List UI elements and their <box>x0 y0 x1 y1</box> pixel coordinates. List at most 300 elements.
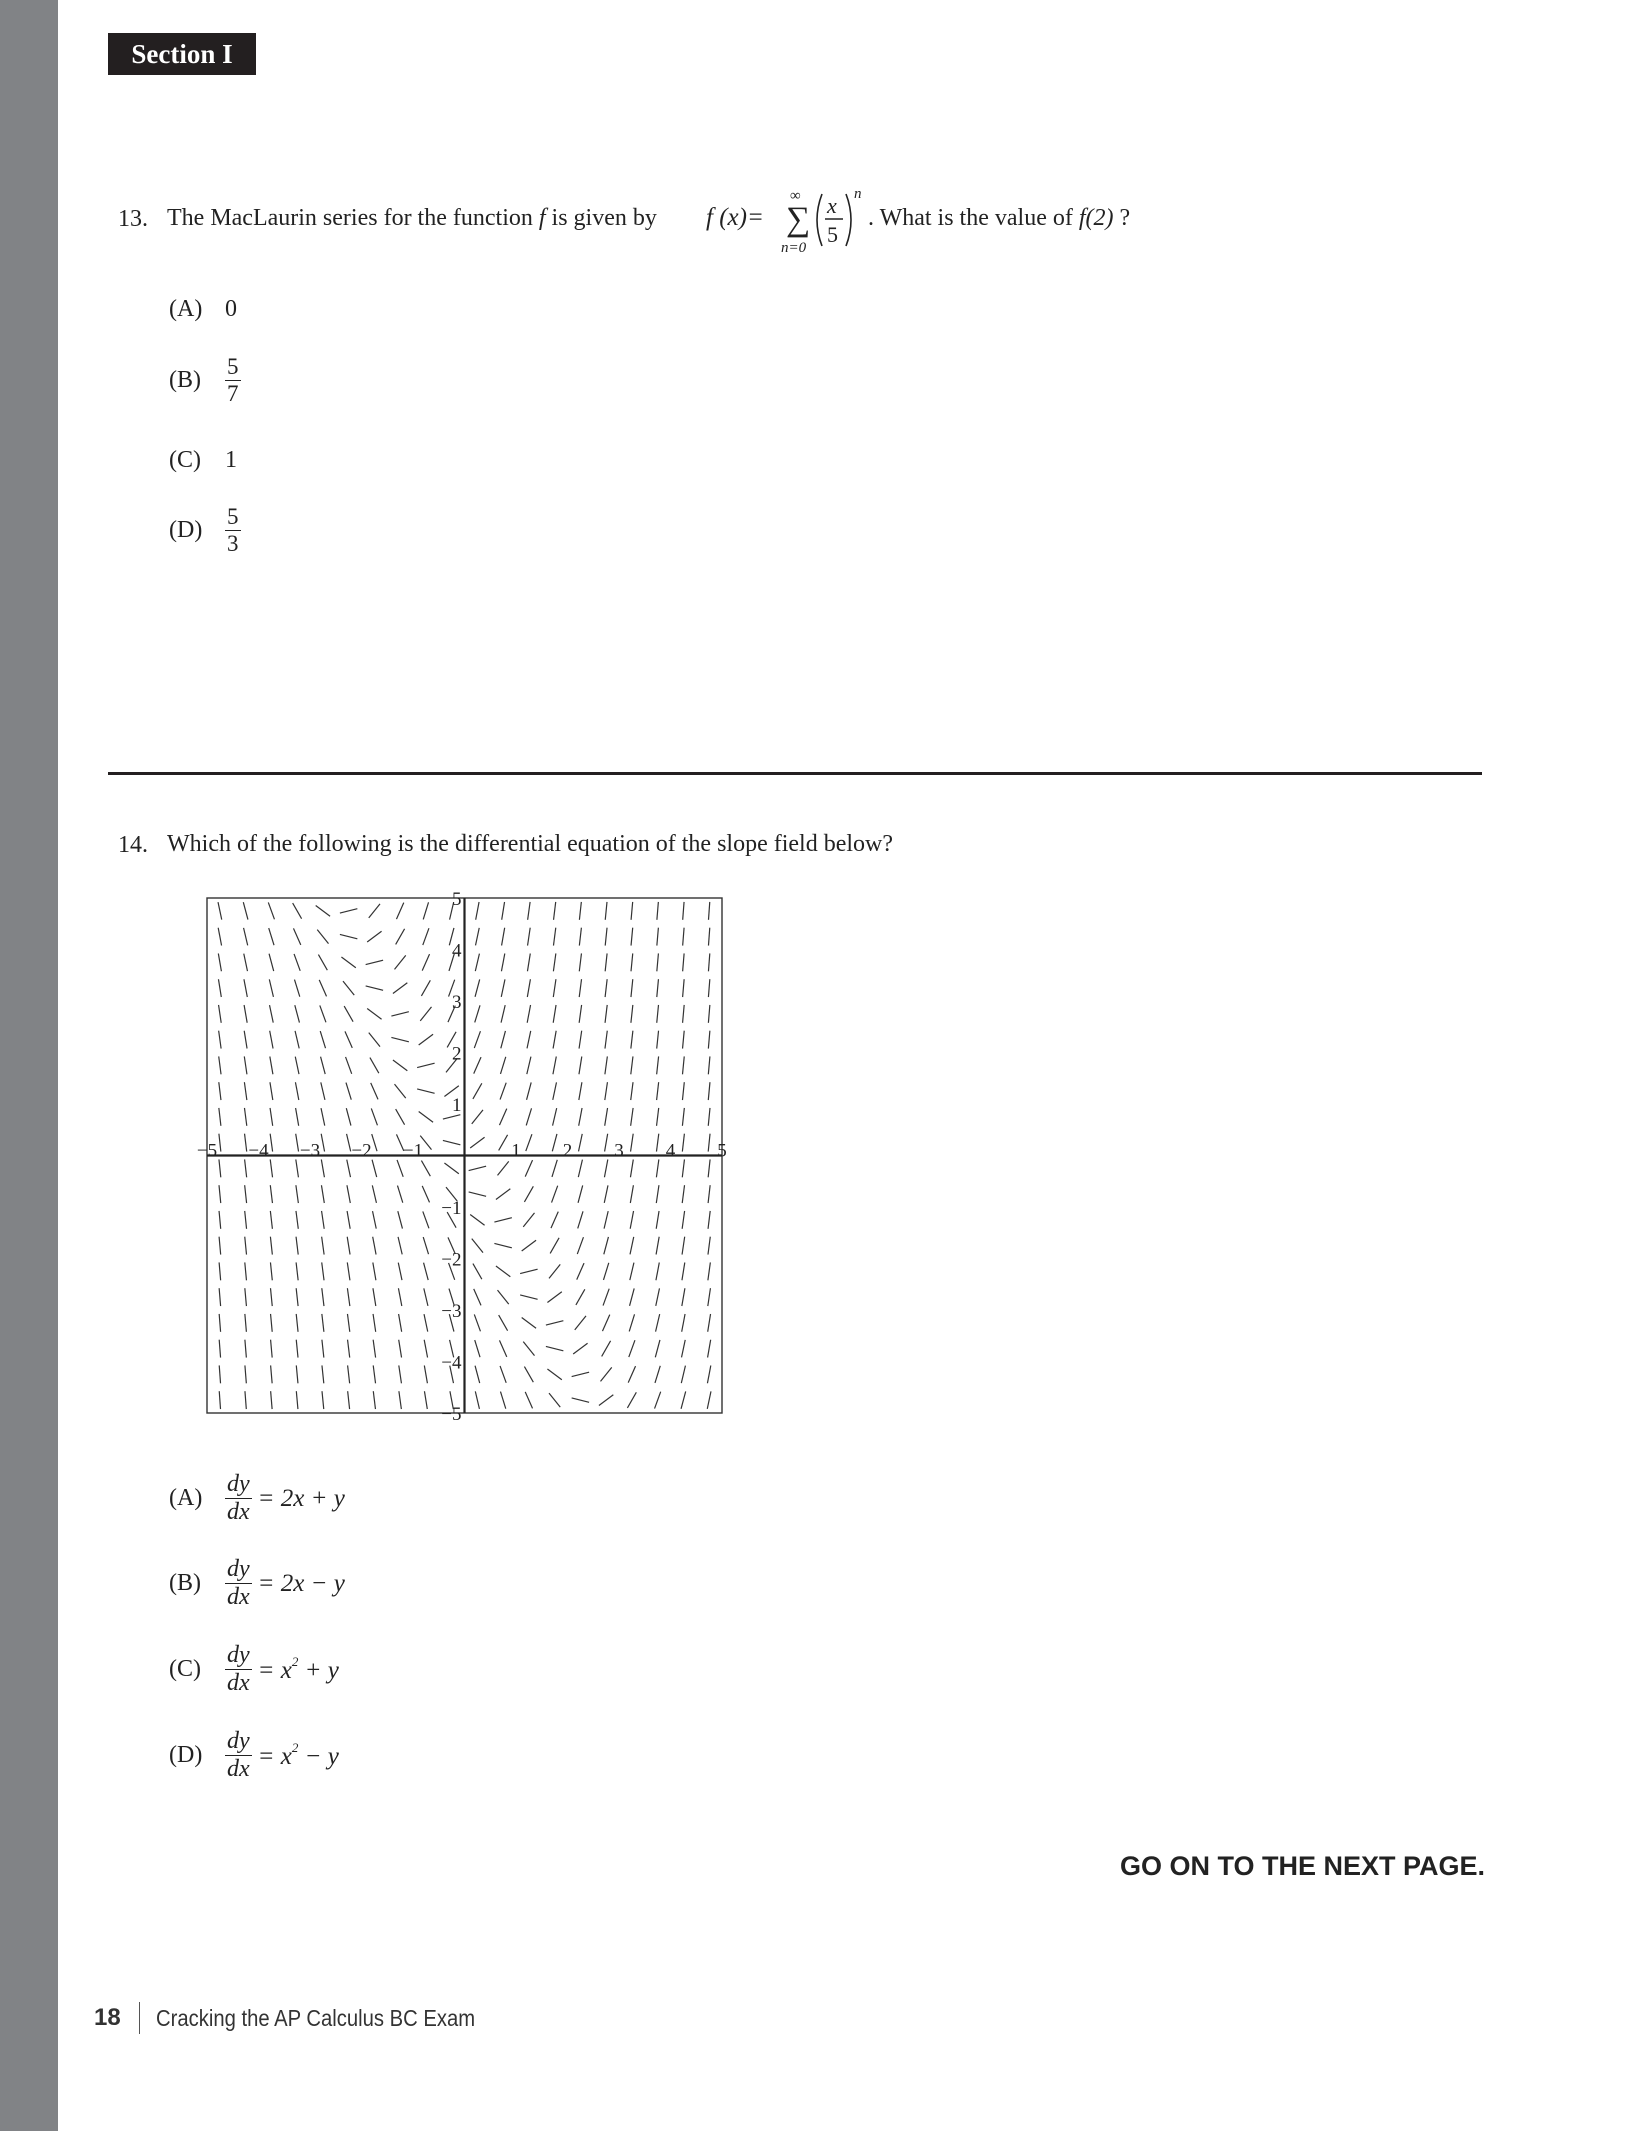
slope-segment <box>347 1185 350 1203</box>
slope-segment <box>367 1008 381 1019</box>
slope-segment <box>578 1185 583 1202</box>
slope-segment <box>579 928 581 946</box>
slope-segment <box>423 928 429 945</box>
slope-field-chart <box>192 886 752 1431</box>
slope-segment <box>683 979 685 997</box>
slope-segment <box>579 1082 582 1100</box>
slope-segment <box>396 903 403 919</box>
slope-segment <box>630 1288 635 1305</box>
slope-segment <box>605 1082 608 1100</box>
slope-segment <box>271 1288 273 1306</box>
slope-segment <box>367 931 381 942</box>
slope-segment <box>549 1264 560 1278</box>
slope-segment <box>270 1262 272 1280</box>
slope-segment <box>579 1134 583 1152</box>
slope-segment <box>295 1057 299 1075</box>
slope-segment <box>499 1340 506 1356</box>
slope-segment <box>682 1340 686 1358</box>
slope-segment <box>219 1031 221 1049</box>
slope-segment <box>522 1317 536 1328</box>
slope-segment <box>527 1082 532 1099</box>
formula-denominator: 5 <box>827 222 838 247</box>
slope-segment <box>296 1185 298 1203</box>
slope-segment <box>322 1391 324 1409</box>
slope-segment <box>708 1237 710 1255</box>
slope-segment <box>525 1392 532 1408</box>
slope-segment <box>270 1082 273 1100</box>
formula-exponent: n <box>854 186 862 202</box>
slope-segment <box>317 930 328 944</box>
x-tick-label: −5 <box>196 1140 218 1162</box>
slope-segment <box>395 955 406 969</box>
slope-segment <box>219 1237 221 1255</box>
slope-segment <box>321 1082 325 1100</box>
slope-segment <box>602 1341 611 1357</box>
slope-segment <box>322 1211 325 1229</box>
slope-segment <box>218 979 221 997</box>
slope-segment <box>399 1314 402 1332</box>
slope-segment <box>372 1185 376 1203</box>
slope-segment <box>501 954 504 972</box>
slope-segment <box>631 953 633 971</box>
slope-segment <box>421 980 430 996</box>
slope-segment <box>605 1134 608 1152</box>
slope-segment <box>472 1239 483 1253</box>
slope-segment <box>320 1005 326 1022</box>
slope-segment <box>322 1314 324 1332</box>
slope-segment <box>631 1005 633 1023</box>
slope-segment <box>708 928 709 946</box>
slope-segment <box>629 1340 635 1357</box>
slope-segment <box>522 1240 536 1251</box>
slope-segment <box>391 1037 408 1041</box>
slope-segment <box>424 1366 427 1384</box>
slope-segment <box>627 1392 636 1408</box>
slope-segment <box>656 1288 660 1306</box>
slope-segment <box>527 979 530 997</box>
slope-segment <box>572 1372 589 1376</box>
slope-segment <box>244 1108 246 1126</box>
slope-segment <box>501 1031 506 1048</box>
slope-segment <box>474 1289 481 1305</box>
y-tick-label: −1 <box>441 1198 462 1219</box>
question-13-prompt-end: . What is the value of f(2) ? <box>868 205 1131 231</box>
q14-choice-b[interactable]: (B) $\frac{dy}{dx}$ = 2x − y <box>169 1556 345 1611</box>
slope-segment <box>399 1391 401 1409</box>
slope-segment <box>470 1137 484 1148</box>
slope-segment <box>476 928 480 946</box>
slope-segment <box>708 979 709 997</box>
slope-segment <box>397 1160 403 1177</box>
slope-segment <box>604 1211 608 1229</box>
slope-segment <box>575 1316 586 1330</box>
slope-segment <box>500 1366 506 1383</box>
go-on-next-page: GO ON TO THE NEXT PAGE. <box>1119 1851 1485 1881</box>
slope-segment <box>630 1263 634 1281</box>
x-tick-label: −1 <box>402 1140 424 1162</box>
slope-segment <box>553 928 555 946</box>
x-tick-label: −4 <box>248 1140 269 1162</box>
slope-segment <box>371 1108 377 1125</box>
slope-segment <box>346 1083 351 1100</box>
slope-segment <box>270 1031 273 1049</box>
slope-segment <box>578 1160 582 1178</box>
slope-segment <box>708 953 709 971</box>
slope-segment <box>549 1393 560 1407</box>
slope-segment <box>708 1288 711 1306</box>
slope-segment <box>656 1185 659 1203</box>
slope-segment <box>657 1082 659 1100</box>
slope-segment <box>219 1108 221 1126</box>
slope-segment <box>657 902 658 920</box>
slope-segment <box>708 1262 710 1280</box>
slope-segment <box>270 1185 272 1203</box>
slope-segment <box>605 1056 607 1074</box>
q13-choice-d[interactable]: (D) $\frac{5}{3}$ <box>169 504 239 557</box>
slope-segment <box>398 1211 403 1228</box>
slope-segment <box>322 1365 324 1383</box>
book-title: Cracking the AP Calculus BC Exam <box>156 2004 476 2031</box>
slope-segment <box>601 1367 612 1381</box>
slope-segment <box>219 1391 220 1409</box>
y-tick-label: 5 <box>452 889 462 910</box>
slope-segment <box>245 1365 246 1383</box>
slope-segment <box>417 1063 434 1067</box>
slope-segment <box>657 953 659 971</box>
slope-segment <box>347 1262 350 1280</box>
slope-segment <box>295 1031 299 1049</box>
slope-segment <box>683 1031 685 1049</box>
slope-segment <box>708 1082 710 1100</box>
footer-separator <box>139 2002 141 2034</box>
slope-segment <box>245 1211 247 1229</box>
slope-segment <box>422 1186 429 1202</box>
slope-segment <box>296 1314 298 1332</box>
slope-segment <box>707 1366 710 1384</box>
slope-segment <box>296 1391 298 1409</box>
slope-segment <box>572 1398 589 1402</box>
question-13-number: 13. <box>118 206 148 232</box>
slope-segment <box>296 1134 299 1152</box>
slope-segment <box>579 902 581 920</box>
slope-segment <box>501 1005 505 1023</box>
slope-segment <box>372 1160 377 1177</box>
slope-segment <box>243 902 248 919</box>
slope-segment <box>657 928 659 946</box>
slope-segment <box>294 954 300 971</box>
slope-segment <box>550 1238 559 1254</box>
slope-segment <box>244 979 247 997</box>
slope-segment <box>475 1391 479 1409</box>
slope-segment <box>444 1163 458 1174</box>
slope-segment <box>366 986 383 990</box>
slope-segment <box>657 1056 659 1074</box>
slope-segment <box>219 1056 221 1074</box>
slope-segment <box>219 1288 220 1306</box>
slope-segment <box>657 1005 659 1023</box>
slope-segment <box>553 1005 556 1023</box>
slope-segment <box>655 1340 660 1357</box>
slope-segment <box>553 1082 557 1100</box>
slope-segment <box>708 1159 710 1177</box>
slope-segment <box>419 1111 433 1122</box>
slope-segment <box>499 1135 508 1151</box>
q13-choice-a[interactable]: (A) 0 <box>169 296 237 322</box>
slope-segment <box>683 1056 685 1074</box>
slope-segment <box>476 902 479 920</box>
q14-choice-d[interactable]: (D) $\frac{dy}{dx}$ = $x^2 - y$ <box>169 1728 339 1783</box>
slope-segment <box>604 1237 609 1254</box>
page-margin-bar <box>0 0 58 2131</box>
slope-segment <box>245 1314 247 1332</box>
slope-segment <box>579 1031 582 1049</box>
slope-segment <box>579 1056 582 1074</box>
slope-segment <box>499 1315 508 1331</box>
slope-segment <box>554 902 556 920</box>
slope-segment <box>546 1346 563 1350</box>
slope-segment <box>500 1083 506 1100</box>
slope-segment <box>602 1315 609 1331</box>
slope-segment <box>321 1185 324 1203</box>
slope-segment <box>528 928 531 946</box>
slope-segment <box>346 1108 351 1125</box>
slope-segment <box>423 1211 429 1228</box>
slope-segment <box>579 1108 582 1126</box>
slope-segment <box>420 1007 431 1021</box>
slope-segment <box>424 1340 427 1358</box>
slope-segment <box>552 1160 557 1177</box>
x-tick-label: 3 <box>614 1140 624 1162</box>
slope-segment <box>526 1134 532 1151</box>
slope-segment <box>244 1056 247 1074</box>
slope-segment <box>577 1237 583 1254</box>
slope-segment <box>683 902 684 920</box>
slope-segment <box>424 1288 428 1306</box>
slope-segment <box>708 1340 711 1358</box>
question-14-number: 14. <box>118 832 148 858</box>
slope-segment <box>683 928 684 946</box>
slope-segment <box>296 1365 298 1383</box>
slope-segment <box>499 1109 506 1125</box>
slope-segment <box>655 1366 660 1383</box>
slope-segment <box>322 1340 324 1358</box>
page-number: 18 <box>94 2004 121 2031</box>
slope-segment <box>296 1108 299 1126</box>
slope-segment <box>469 1166 486 1170</box>
slope-segment <box>579 1005 581 1023</box>
slope-segment <box>398 1237 402 1255</box>
slope-segment <box>370 1058 379 1074</box>
slope-segment <box>630 1237 634 1255</box>
slope-segment <box>245 1237 247 1255</box>
slope-segment <box>708 1108 710 1126</box>
slope-segment <box>295 1082 298 1100</box>
slope-segment <box>682 1288 685 1306</box>
y-tick-label: −3 <box>441 1301 462 1322</box>
slope-segment <box>296 1288 298 1306</box>
slope-segment <box>219 1262 221 1280</box>
slope-segment <box>373 1211 377 1229</box>
slope-segment <box>423 1237 428 1254</box>
slope-segment <box>344 1006 353 1022</box>
y-tick-label: 4 <box>452 940 462 962</box>
q14-choice-c[interactable]: (C) $\frac{dy}{dx}$ = $x^2 + y$ <box>169 1642 339 1697</box>
y-tick-label: −5 <box>441 1404 462 1425</box>
slope-segment <box>348 1365 350 1383</box>
slope-segment <box>296 1159 299 1177</box>
slope-segment <box>523 1213 534 1227</box>
q13-choice-b[interactable]: (B) $\frac{5}{7}$ <box>169 354 239 407</box>
q13-choice-c[interactable]: (C) 1 <box>169 447 237 473</box>
slope-segment <box>708 1314 711 1332</box>
x-tick-label: 5 <box>717 1140 727 1162</box>
slope-segment <box>708 1056 710 1074</box>
slope-segment <box>296 1340 298 1358</box>
x-tick-label: 1 <box>511 1140 521 1162</box>
slope-segment <box>576 1289 585 1305</box>
slope-segment <box>525 1160 532 1176</box>
y-tick-label: 2 <box>452 1043 462 1065</box>
slope-segment <box>526 1108 531 1125</box>
slope-segment <box>520 1269 537 1273</box>
slope-segment <box>657 1108 659 1126</box>
slope-segment <box>296 1237 298 1255</box>
slope-segment <box>219 1211 221 1229</box>
slope-segment <box>321 1108 325 1126</box>
slope-segment <box>628 1366 635 1382</box>
y-tick-label: 3 <box>452 992 462 1013</box>
slope-segment <box>219 1185 221 1203</box>
slope-segment <box>524 1186 533 1202</box>
q14-choice-a[interactable]: (A) $\frac{dy}{dx}$ = 2x + y <box>169 1471 345 1526</box>
slope-segment <box>682 1082 684 1100</box>
slope-segment <box>417 1089 434 1093</box>
slope-segment <box>245 1340 246 1358</box>
slope-segment <box>708 1005 709 1023</box>
slope-segment <box>271 1340 273 1358</box>
slope-segment <box>599 1395 613 1406</box>
slope-segment <box>348 1340 350 1358</box>
slope-segment <box>343 981 354 995</box>
slope-segment <box>419 1034 433 1045</box>
slope-segment <box>498 1290 509 1304</box>
slope-segment <box>605 953 607 971</box>
slope-segment <box>271 1365 273 1383</box>
slope-segment <box>271 1391 272 1409</box>
slope-segment <box>683 953 684 971</box>
slope-segment <box>502 928 505 946</box>
slope-segment <box>398 1288 401 1306</box>
slope-segment <box>369 1033 380 1047</box>
slope-segment <box>296 1211 298 1229</box>
slope-segment <box>348 1391 350 1409</box>
slope-segment <box>553 1057 556 1075</box>
slope-segment <box>474 1031 480 1048</box>
slope-segment <box>269 954 274 971</box>
slope-segment <box>270 1159 272 1177</box>
slope-segment <box>294 980 299 997</box>
slope-segment <box>605 1031 607 1049</box>
slope-segment <box>293 903 302 919</box>
slope-segment <box>322 1288 324 1306</box>
slope-segment <box>320 1031 325 1048</box>
slope-segment <box>244 1031 247 1049</box>
slope-segment <box>245 1159 247 1177</box>
slope-segment <box>579 979 581 997</box>
slope-segment <box>270 1237 272 1255</box>
slope-segment <box>603 1289 609 1306</box>
formula-sigma: ∑ <box>786 201 811 238</box>
slope-segment <box>270 1057 273 1075</box>
formula-upper-limit: ∞ <box>790 188 801 204</box>
slope-segment <box>579 953 581 971</box>
slope-segment <box>474 1314 480 1331</box>
slope-segment <box>270 1108 273 1126</box>
x-tick-label: 4 <box>665 1140 676 1162</box>
slope-segment <box>270 1134 272 1152</box>
slope-segment <box>552 1186 558 1203</box>
section-label: Section I <box>108 33 256 75</box>
slope-segment <box>475 979 480 996</box>
slope-segment <box>424 1263 429 1280</box>
slope-segment <box>631 1082 633 1100</box>
slope-segment <box>219 1159 221 1177</box>
slope-segment <box>553 979 556 997</box>
slope-segment <box>219 1134 221 1152</box>
slope-segment <box>322 1262 324 1280</box>
slope-segment <box>630 1211 633 1229</box>
slope-segment <box>553 953 555 971</box>
slope-segment <box>316 905 330 916</box>
slope-segment <box>520 1295 537 1299</box>
slope-segment <box>373 1391 375 1409</box>
slope-segment <box>369 904 380 918</box>
maclaurin-series-formula <box>706 182 886 262</box>
slope-segment <box>547 1292 561 1303</box>
slope-segment <box>399 1365 402 1383</box>
slope-segment <box>630 1159 633 1177</box>
slope-segment <box>393 1060 407 1071</box>
slope-segment <box>372 1134 377 1151</box>
slope-segment <box>424 1391 427 1409</box>
slope-segment <box>346 1057 352 1074</box>
slope-segment <box>470 1214 484 1225</box>
slope-segment <box>340 909 357 913</box>
slope-segment <box>245 1185 247 1203</box>
slope-segment <box>657 1031 659 1049</box>
slope-segment <box>656 1314 660 1332</box>
slope-segment <box>527 1031 531 1049</box>
slope-segment <box>219 1365 220 1383</box>
slope-segment <box>681 1366 685 1384</box>
slope-segment <box>656 1237 659 1255</box>
slope-segment <box>421 1161 430 1177</box>
slope-segment <box>219 1005 222 1023</box>
slope-segment <box>681 1391 686 1408</box>
slope-segment <box>244 1082 246 1100</box>
slope-segment <box>347 1237 350 1255</box>
slope-segment <box>631 1134 634 1152</box>
x-tick-label: −3 <box>299 1140 321 1162</box>
slope-segment <box>371 1083 378 1099</box>
slope-segment <box>682 1262 685 1280</box>
slope-segment <box>245 1262 247 1280</box>
slope-segment <box>656 1263 659 1281</box>
slope-segment <box>656 1134 658 1152</box>
slope-segment <box>708 1134 710 1152</box>
slope-segment <box>523 1342 534 1356</box>
slope-segment <box>501 979 505 997</box>
